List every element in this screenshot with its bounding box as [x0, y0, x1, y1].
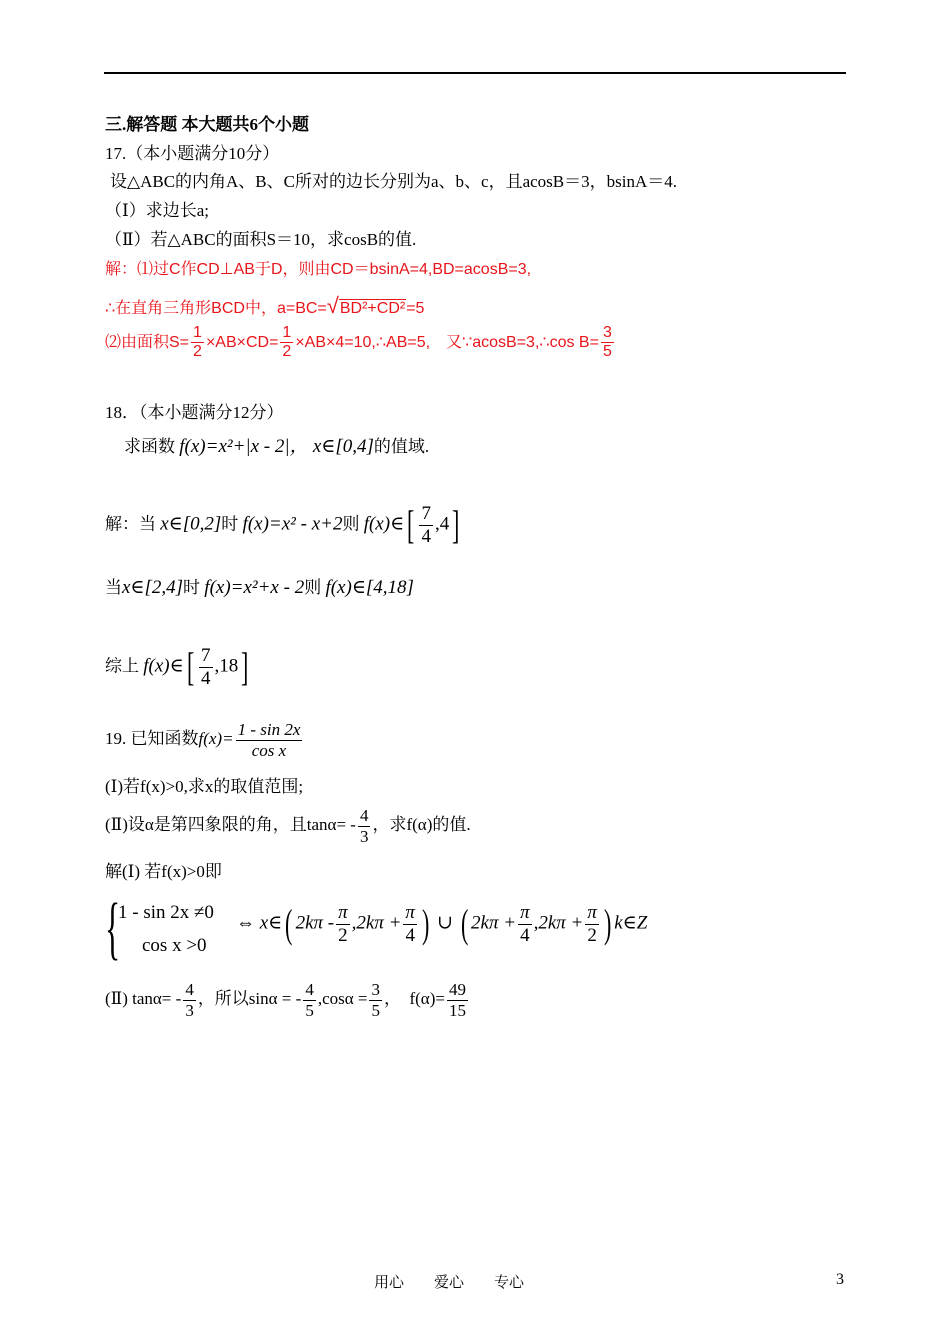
q19-part2 — [105, 806, 471, 846]
frac-num: 7 — [201, 645, 211, 666]
q18-sol1-range-pre: f(x)∈ — [363, 513, 405, 535]
q18-sol1-then: 则 — [342, 514, 360, 534]
fraction-cosB — [601, 324, 614, 362]
frac-num: 3 — [601, 324, 614, 343]
fraction-pi-over-4 — [403, 902, 417, 947]
fraction-pi-over-2 — [336, 902, 350, 947]
q18-sol1-function: f(x)=x² - x+2 — [242, 513, 343, 535]
frac-den: 4 — [421, 525, 431, 547]
fraction-pi-over-4 — [518, 902, 532, 947]
fraction-four-thirds — [183, 980, 196, 1020]
q18-sol3-range-post: ,18 — [214, 655, 239, 677]
q17-solution-1: 解：⑴过C作CD⊥AB于D，则由CD＝bsinA=4,BD=acosB=3, — [105, 261, 532, 278]
union-symbol: ∪ — [437, 912, 453, 934]
frac-den: 4 — [520, 924, 530, 946]
interval2-start: 2kπ + — [471, 912, 517, 934]
q19-header-f: f(x)= — [198, 728, 234, 748]
frac-num: π — [338, 902, 348, 923]
frac-num: 1 — [280, 324, 293, 343]
q18-solution-2 — [105, 577, 414, 600]
q17-solution-3-a: ⑵由面积S= — [105, 334, 190, 352]
paren-left: ( — [460, 901, 469, 947]
q17-solution-2-prefix: ∴在直角三角形BCD中，a=BC= — [105, 300, 327, 317]
frac-num: π — [587, 902, 597, 923]
k-in-z: k∈Z — [614, 912, 648, 934]
q18-header: 18．（本小题满分12分） — [105, 403, 284, 422]
frac-den: 3 — [359, 826, 369, 846]
frac-num: 1 — [191, 324, 204, 343]
paren-left: ( — [285, 901, 293, 947]
q17-solution-2 — [105, 293, 424, 319]
frac-den: 2 — [338, 924, 348, 946]
q18-ask-domain: x∈[0,4] — [312, 436, 374, 457]
q19-header — [105, 720, 304, 760]
bracket-left: [ — [186, 644, 195, 690]
q18-sol1-prefix: 解：当 — [105, 514, 156, 534]
q18-sol3-prefix: 综上 — [105, 656, 139, 676]
frac-den: 5 — [305, 1000, 314, 1020]
q18-ask-suffix: 的值域. — [373, 437, 430, 456]
fraction-pi-over-2 — [585, 902, 599, 947]
q18-ask-function: f(x)=x²+|x - 2|， — [179, 436, 309, 457]
q17-part1: （Ⅰ）求边长a; — [105, 201, 209, 220]
frac-den: 2 — [193, 343, 202, 361]
interval1-start: 2kπ - — [295, 912, 335, 934]
q17-solution-3 — [105, 324, 616, 362]
q18-ask — [124, 436, 429, 459]
frac-num: 4 — [305, 980, 314, 999]
fraction-half-2 — [280, 324, 293, 362]
frac-den: cos x — [251, 740, 287, 760]
q18-sol2-prefix: 当 — [105, 578, 122, 597]
q18-sol2-function: f(x)=x²+x - 2 — [204, 577, 305, 598]
q19-part2-prefix: (Ⅱ)设α是第四象限的角，且tanα= - — [105, 814, 356, 834]
frac-num: 4 — [185, 980, 194, 999]
system-line-1: 1 - sin 2x ≠0 — [118, 902, 214, 923]
q17-part2: （Ⅱ）若△ABC的面积S＝10，求cosB的值. — [105, 230, 417, 249]
fraction-answer — [447, 980, 468, 1020]
q18-sol2-domain: x∈[2,4] — [122, 577, 184, 598]
q18-ask-prefix: 求函数 — [124, 437, 175, 456]
q17-solution-3-b: ×AB×CD= — [205, 334, 279, 352]
set-prefix: x∈ — [259, 912, 283, 934]
q18-sol1-domain: x∈[0,2] — [160, 513, 222, 535]
q18-sol1-range-post: ,4 — [434, 513, 450, 535]
q17-solution-3-c: ×AB×4=10,∴AB=5, 又∵acosB=3,∴cos B= — [295, 334, 599, 352]
q17-stem: 设△ABC的内角A、B、C所对的边长分别为a、b、c，且acosB＝3，bsinA＝4. — [110, 172, 677, 191]
frac-den: 5 — [602, 343, 612, 361]
fraction-three-fifths — [369, 980, 382, 1020]
frac-num: 7 — [421, 503, 431, 524]
frac-num: π — [405, 902, 415, 923]
fraction-seven-fourths — [199, 645, 213, 690]
frac-num: 3 — [371, 980, 380, 999]
header-rule — [104, 72, 846, 74]
q18-sol2-when: 时 — [183, 578, 201, 597]
footer-motto: 用心 爱心 专心 — [374, 1273, 525, 1291]
sqrt-sign: √ — [326, 293, 339, 318]
paren-right: ) — [421, 901, 430, 947]
system-line-2: cos x >0 — [142, 935, 207, 956]
bracket-right: ] — [241, 644, 249, 690]
q17-solution-2-suffix: =5 — [406, 300, 425, 317]
frac-den: 4 — [201, 667, 211, 689]
frac-num: 1 - sin 2x — [237, 720, 301, 739]
interval2-end: ,2kπ + — [533, 912, 584, 934]
q18-solution-3 — [105, 645, 252, 690]
interval1-end: ,2kπ + — [351, 912, 402, 934]
q19-sol2-f: ， f(α)= — [383, 988, 445, 1008]
frac-den: 2 — [282, 343, 292, 361]
q19-sol2-prefix: (Ⅱ) tanα= - — [105, 988, 182, 1008]
bracket-left: [ — [407, 502, 415, 548]
q18-sol1-when: 时 — [221, 514, 239, 534]
section-title: 三.解答题 本大题共6个小题 — [105, 115, 309, 134]
paren-right: ) — [603, 901, 612, 947]
q19-function-fraction — [236, 720, 303, 760]
frac-num: 49 — [448, 980, 466, 999]
fraction-four-thirds — [358, 806, 371, 846]
q19-solution-1: 解(Ⅰ) 若f(x)>0即 — [105, 862, 222, 881]
q19-part1: (Ⅰ)若f(x)>0,求x的取值范围; — [105, 777, 304, 796]
q18-sol2-then: 则 — [304, 578, 322, 597]
frac-num: 4 — [359, 806, 369, 825]
q19-part2-suffix: ，求f(α)的值. — [372, 814, 471, 834]
system-brace: { — [105, 890, 121, 967]
fraction-half-1 — [191, 324, 204, 362]
q19-sol2-mid: ，所以sinα = - — [197, 988, 302, 1008]
frac-den: 5 — [371, 1000, 380, 1020]
q19-solution-2 — [105, 980, 470, 1020]
q17-header: 17.（本小题满分10分） — [105, 144, 280, 163]
sqrt-radicand: BD²+CD² — [339, 300, 406, 317]
fraction-four-fifths — [303, 980, 316, 1020]
q18-sol2-range: f(x)∈[4,18] — [325, 577, 414, 598]
q19-sol2-cos: ,cosα = — [317, 988, 368, 1008]
frac-den: 4 — [405, 924, 415, 946]
frac-num: π — [520, 902, 530, 923]
q18-sol3-range-pre: f(x)∈ — [143, 655, 184, 677]
bracket-right: ] — [452, 502, 460, 548]
page-number: 3 — [836, 1271, 844, 1288]
q19-solution-set — [236, 902, 647, 947]
q18-solution-1 — [105, 503, 463, 548]
frac-den: 3 — [185, 1000, 194, 1020]
fraction-seven-fourths — [419, 503, 433, 548]
iff-symbol: ⇔ — [236, 912, 255, 934]
frac-den: 2 — [587, 924, 597, 946]
q19-header-prefix: 19. 已知函数 — [105, 728, 199, 748]
frac-den: 15 — [448, 1000, 466, 1020]
